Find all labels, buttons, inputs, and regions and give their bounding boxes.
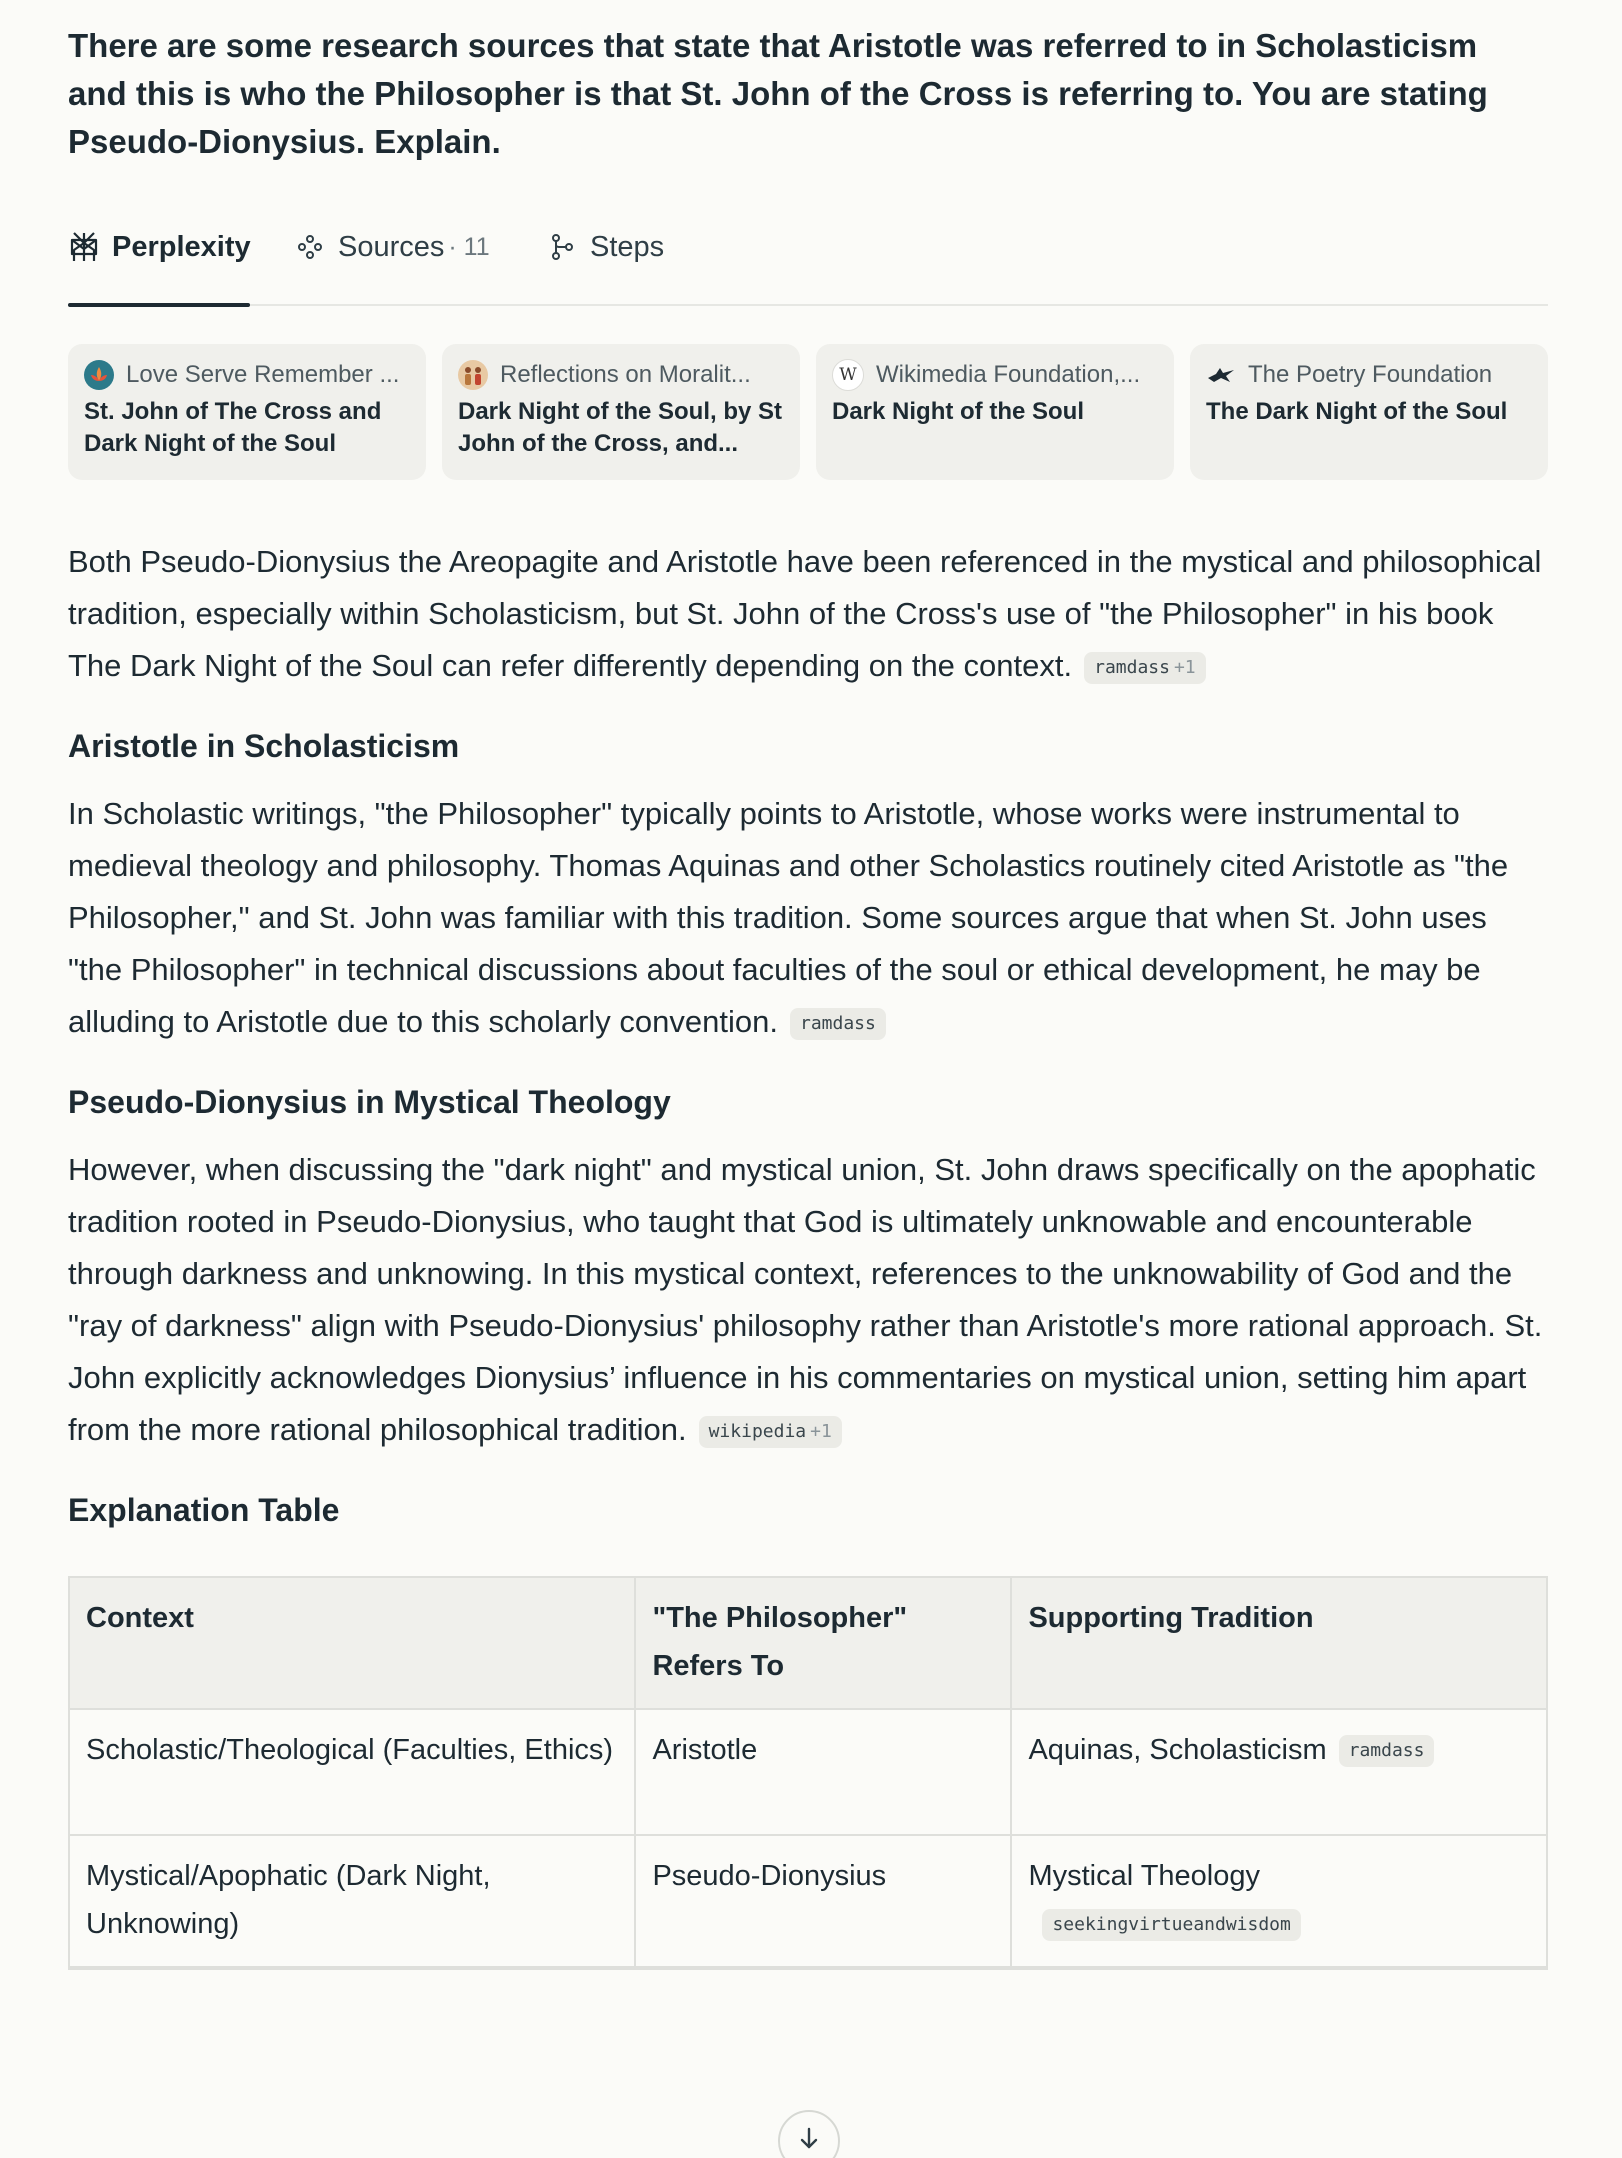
card-source-name: Wikimedia Foundation,... [876, 361, 1141, 388]
tab-sources-label: Sources [338, 230, 445, 263]
card-title: St. John of The Cross and Dark Night of the Soul [84, 398, 382, 457]
card-title: Dark Night of the Soul, by St John of the Cross, and... [458, 398, 783, 457]
card-source-name: Reflections on Moralit... [500, 361, 751, 388]
table-cell-tradition [1011, 1709, 1546, 1835]
source-card[interactable] [68, 344, 426, 480]
citation-plus: +1 [810, 1421, 832, 1442]
card-source [1206, 358, 1532, 392]
tab-steps[interactable] [546, 222, 664, 272]
card-title: Dark Night of the Soul [832, 398, 1084, 425]
source-card[interactable] [816, 344, 1174, 480]
user-query: There are some research sources that state that Aristotle was referred to in Scholasticism and this is who the Philosopher is that St. John of the Cross is referring to. You are stating Pseudo-Dionysius. Explain. [68, 27, 1488, 160]
answer-tabs [68, 222, 1548, 306]
table-row [70, 1709, 1546, 1835]
table-header-cell: "The Philosopher" Refers To [635, 1578, 1011, 1709]
card-title: The Dark Night of the Soul [1206, 398, 1508, 425]
source-card[interactable] [442, 344, 800, 480]
tab-sources[interactable] [294, 222, 490, 272]
citation-chip[interactable] [1339, 1735, 1435, 1767]
table-cell-context: Mystical/Apophatic (Dark Night, Unknowing) [70, 1835, 635, 1967]
perplexity-logo-icon [68, 231, 100, 263]
citation-label: ramdass [1348, 1740, 1425, 1761]
scroll-down-button[interactable] [778, 2110, 840, 2158]
tradition-text: Aquinas, Scholasticism [1028, 1734, 1327, 1766]
sources-icon [294, 231, 326, 263]
card-source [458, 358, 784, 392]
answer-paragraph [68, 536, 1548, 692]
pegasus-icon [1206, 360, 1236, 390]
citation-label: ramdass [1094, 657, 1170, 678]
table-cell-refers: Aristotle [635, 1709, 1011, 1835]
answer-paragraph [68, 1144, 1548, 1456]
citation-chip[interactable] [1042, 1909, 1300, 1941]
citation-label: seekingvirtueandwisdom [1052, 1914, 1291, 1935]
wikipedia-icon: W [832, 359, 864, 391]
tab-steps-label: Steps [590, 230, 665, 263]
table-row [70, 1835, 1546, 1967]
intro-text: Both Pseudo-Dionysius the Areopagite and Aristotle have been referenced in the mystical and philosophical tradition, especially within Scholasticism, but St. John of the Cross's use of "the Philosopher" in his book The Dark Night of the Soul can refer differently depending on the context. [68, 544, 1542, 683]
answer-body [68, 536, 1548, 1970]
paragraph-text: However, when discussing the "dark night" and mystical union, St. John draws specifically on the apophatic tradition rooted in Pseudo-Dionysius, who taught that God is ultimately unknowable and encounterable through darkness and unknowing. In this mystical context, references to the unknowability of God and the "ray of darkness" align with Pseudo-Dionysius' philosophy rather than Aristotle's more rational approach. St. John explicitly acknowledges Dionysius’ influence in his commentaries on mystical union, setting him apart from the more rational philosophical tradition. [68, 1152, 1543, 1447]
citation-label: wikipedia [708, 1421, 807, 1442]
active-tab-indicator [68, 303, 250, 307]
paragraph-text: In Scholastic writings, "the Philosopher" typically points to Aristotle, whose works were instrumental to medieval theology and philosophy. Thomas Aquinas and other Scholastics routinely cited Aristotle as "the Philosopher," and St. John was familiar with this tradition. Some sources argue that when St. John uses "the Philosopher" in technical discussions about faculties of the soul or ethical development, he may be alluding to Aristotle due to this scholarly convention. [68, 796, 1509, 1039]
table-cell-refers: Pseudo-Dionysius [635, 1835, 1011, 1967]
figures-icon [458, 360, 488, 390]
lotus-icon [84, 360, 114, 390]
table-cell-tradition [1011, 1835, 1546, 1967]
tab-perplexity-label: Perplexity [112, 230, 251, 263]
card-source [832, 358, 1158, 392]
table-header-cell: Supporting Tradition [1011, 1578, 1546, 1709]
steps-icon [546, 231, 578, 263]
table-header-row [70, 1578, 1546, 1709]
sources-count: · 11 [448, 232, 490, 261]
section-heading: Explanation Table [68, 1492, 340, 1528]
tab-perplexity[interactable] [68, 222, 251, 272]
explanation-table [68, 1576, 1548, 1970]
citation-chip[interactable] [790, 1008, 886, 1040]
card-source-name: The Poetry Foundation [1248, 361, 1493, 388]
source-card[interactable] [1190, 344, 1548, 480]
citation-chip[interactable] [699, 1416, 842, 1448]
citation-chip[interactable] [1084, 652, 1206, 684]
card-source-name: Love Serve Remember ... [126, 361, 400, 388]
section-heading: Pseudo-Dionysius in Mystical Theology [68, 1084, 671, 1120]
answer-paragraph [68, 788, 1548, 1048]
table-cell-context: Scholastic/Theological (Faculties, Ethics) [70, 1709, 635, 1835]
citation-label: ramdass [799, 1013, 876, 1034]
section-heading: Aristotle in Scholasticism [68, 728, 460, 764]
table-header-cell: Context [70, 1578, 635, 1709]
citation-plus: +1 [1173, 657, 1196, 678]
source-cards [68, 344, 1548, 480]
tradition-text: Mystical Theology [1028, 1860, 1260, 1892]
thread-content [68, 0, 1548, 1940]
card-source [84, 358, 410, 392]
arrow-down-icon [798, 2126, 820, 2155]
